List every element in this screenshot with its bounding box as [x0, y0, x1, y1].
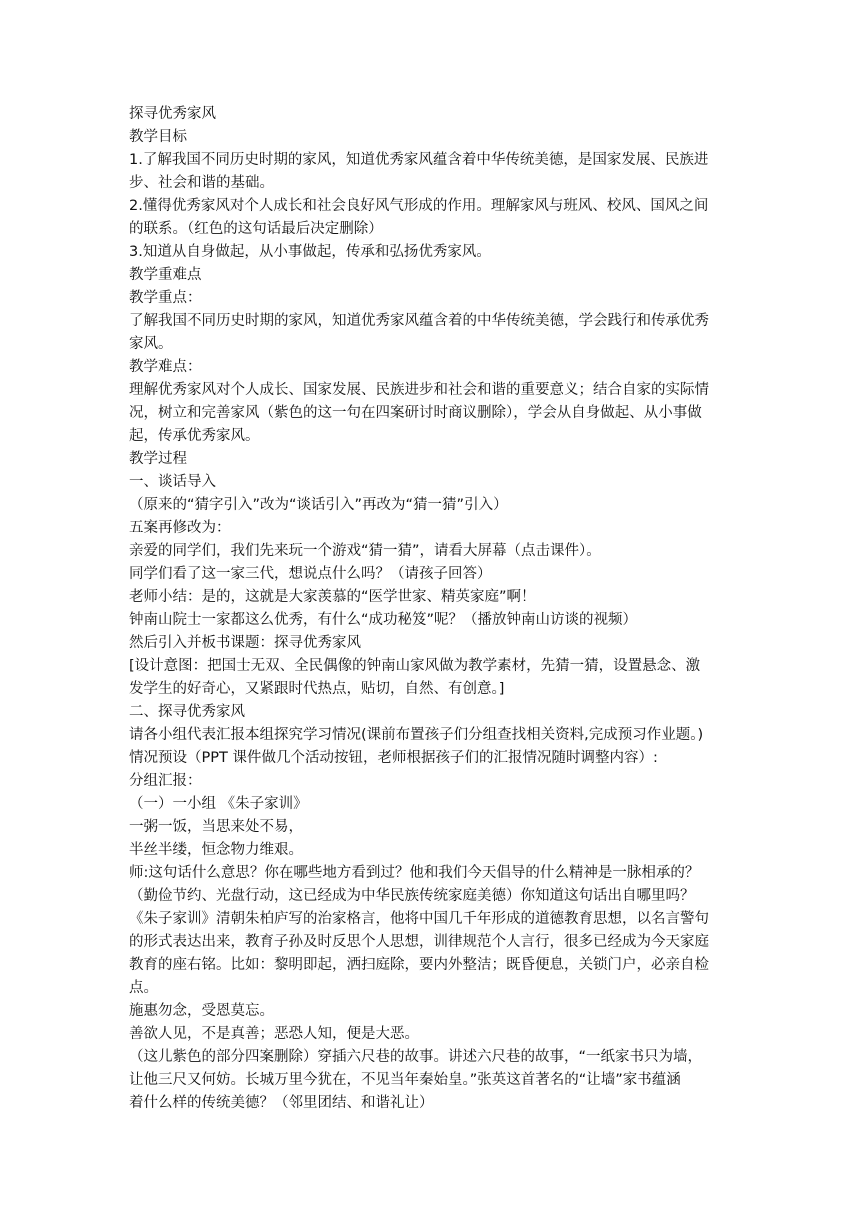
text-line: 让他三尺又何妨。长城万里今犹在，不见当年秦始皇。”张英这首著名的“让墙”家书蕴涵: [129, 1072, 681, 1088]
text-line: 请各小组代表汇报本组探究学习情况(课前布置孩子们分组查找相关资料,完成预习作业题。): [129, 727, 704, 743]
text-line: 然后引入并板书课题：探寻优秀家风: [129, 635, 361, 651]
text-line: 半丝半缕，恒念物力维艰。: [129, 842, 303, 858]
text-line: 3.知道从自身做起，从小事做起，传承和弘扬优秀家风。: [129, 244, 491, 260]
text-line: 的形式表达出来，教育子孙及时反思个人思想，训律规范个人言行，很多已经成为今天家庭: [129, 934, 709, 950]
text-line: 师:这句话什么意思？你在哪些地方看到过？他和我们今天倡导的什么精神是一脉相承的？: [129, 865, 700, 881]
text-line: 教育的座右铭。比如：黎明即起，洒扫庭除，要内外整洁；既昏便息，关锁门户，必亲自检: [129, 957, 709, 973]
subheading: 一、谈话导入: [129, 474, 216, 490]
text-line: （原来的“猜字引入”改为“谈话引入”再改为“猜一猜”引入）: [129, 497, 508, 513]
section-heading: 教学重难点: [129, 267, 202, 283]
text-line: 老师小结：是的，这就是大家羡慕的“医学世家、精英家庭”啊！: [129, 589, 536, 605]
text-line: 家风。: [129, 336, 173, 352]
text-line: 同学们看了这一家三代，想说点什么吗？（请孩子回答）: [129, 566, 492, 582]
text-line: 着什么样的传统美德？（邻里团结、和谐礼让）: [129, 1095, 434, 1111]
subheading: 教学难点：: [129, 359, 202, 375]
text-line: 起，传承优秀家风。: [129, 428, 260, 444]
text-line: 点。: [129, 980, 158, 996]
text-line: 施惠勿念，受恩莫忘。: [129, 1003, 274, 1019]
text-line: 2.懂得优秀家风对个人成长和社会良好风气形成的作用。理解家风与班风、校风、国风之间: [129, 198, 709, 214]
text-line: （这儿紫色的部分四案删除）穿插六尺巷的故事。讲述六尺巷的故事，“一纸家书只为墙，: [129, 1049, 703, 1065]
section-heading: 教学目标: [129, 129, 187, 145]
text-line: 理解优秀家风对个人成长、国家发展、民族进步和社会和谐的重要意义；结合自家的实际情: [129, 382, 709, 398]
doc-title: 探寻优秀家风: [129, 106, 216, 122]
text-line: 1.了解我国不同历史时期的家风，知道优秀家风蕴含着中华传统美德，是国家发展、民族进: [129, 152, 709, 168]
document-body: [129, 103, 741, 1115]
text-line: 钟南山院士一家都这么优秀，有什么“成功秘笈”呢？（播放钟南山访谈的视频）: [129, 612, 638, 628]
text-line: 的联系。（红色的这句话最后决定删除）: [129, 221, 383, 237]
text-line: （勤俭节约、光盘行动，这已经成为中华民族传统家庭美德）你知道这句话出自哪里吗？: [129, 888, 695, 904]
subheading: 二、探寻优秀家风: [129, 704, 245, 720]
section-heading: 教学过程: [129, 451, 187, 467]
text-line: 分组汇报：: [129, 773, 202, 789]
text-line: 五案再修改为：: [129, 520, 231, 536]
text-line: 情况预设（PPT 课件做几个活动按钮，老师根据孩子们的汇报情况随时调整内容）:: [129, 750, 658, 766]
text-line: 了解我国不同历史时期的家风，知道优秀家风蕴含着的中华传统美德，学会践行和传承优秀: [129, 313, 709, 329]
text-line: 《朱子家训》清朝朱柏庐写的治家格言，他将中国几千年形成的道德教育思想，以名言警句: [129, 911, 709, 927]
text-line: 步、社会和谐的基础。: [129, 175, 274, 191]
text-line: 发学生的好奇心，又紧跟时代热点，贴切，自然、有创意。]: [129, 681, 505, 697]
text-line: 亲爱的同学们，我们先来玩一个游戏“猜一猜”，请看大屏幕（点击课件）。: [129, 543, 601, 559]
text-line: 一粥一饭，当思来处不易，: [129, 819, 303, 835]
text-line: 善欲人见，不是真善；恶恐人知，便是大恶。: [129, 1026, 419, 1042]
text-line: [设计意图：把国士无双、全民偶像的钟南山家风做为教学素材，先猜一猜，设置悬念、激: [129, 658, 701, 674]
subheading: 教学重点：: [129, 290, 202, 306]
text-line: （一）一小组 《朱子家训》: [129, 796, 308, 812]
text-line: 况，树立和完善家风（紫色的这一句在四案研讨时商议删除），学会从自身做起、从小事做: [129, 405, 702, 421]
